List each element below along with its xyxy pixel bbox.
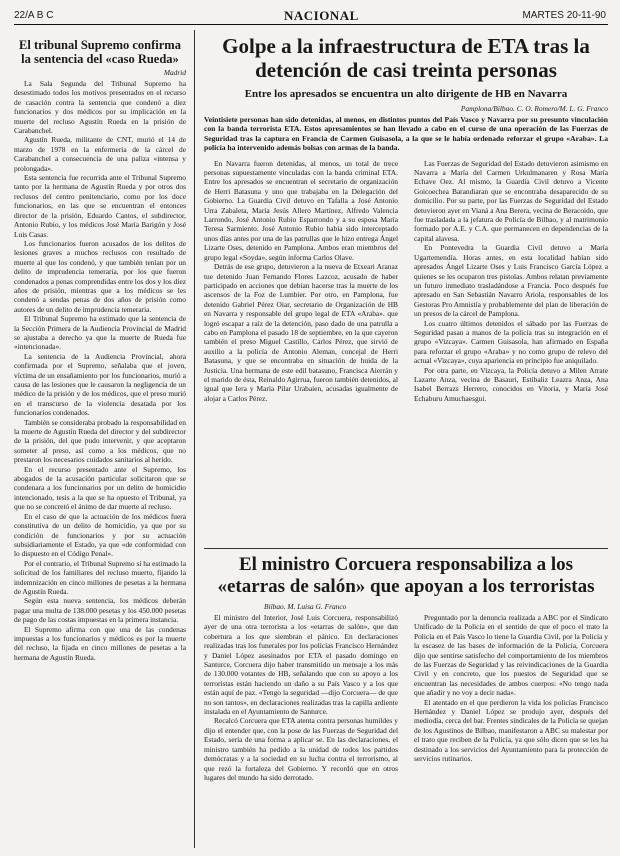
main-column-2 bbox=[414, 159, 608, 404]
main-article bbox=[204, 30, 608, 403]
paragraph: El ministro del Interior, José Luis Corcuera, responsabilizó ayer de una otra terrorista a los «etarras de salón», que dan cobertura a los que siembran el pánico. En declaraciones realizadas tras los funerales por los policías Francisco Hernández y Daniel López asesinados por ETA el pasado domingo en Santurce, Corcuera dijo haber transmitido un mensaje a los más de 130.000 votantes de HB, señalando que con su apoyo a los terroristas están haciendo un daño a su País Vasco y a los que están aquí de paz. «Tengo la seguridad —dijo Corcuera— de que no son tantos», en declaraciones realizadas tras la capilla ardiente instalada en el Ayuntamiento de Santurce. bbox=[204, 613, 398, 717]
page-header bbox=[14, 8, 608, 25]
second-column-1 bbox=[204, 613, 398, 782]
paragraph: Recalcó Corcuera que ETA atenta contra personas humildes y dijo el entender que, con la pose de las Fuerzas de Seguridad del Estado, sería de una forma a aplicar se. En las declaraciones, el ministro también ha pedido a la unidad de todos los partidos demócratas y a la sociedad en su lucha contra el terrorismo, al que rezó la fortaleza del Gobierno. Y recordó que en otros lugares del mundo ha sido derrotado. bbox=[204, 716, 398, 782]
paragraph: Esta sentencia fue recurrida ante el Tribunal Supremo tanto por la hermana de Agustín Rueda y por otros dos reclusos del centro penitenciario, como por los doce funcionarios, en las que se encuentran el entonces director de la prisión, Eduardo Cantos, el subdirector, Antonio Rubio, y los médicos José María Barigón y José Luis Casas. bbox=[14, 173, 186, 239]
paragraph: En Navarra fueron detenidas, al menos, un total de trece personas supuestamente vinculadas con la banda criminal ETA. Entre los apresados se encuentran el secretario de organización de Herri Batasuna y uno que trabajaba en la Delegación del Gobierno. La Guardia Civil detuvo en Tafalla a José Antonio Urra Zabaleta, María Jesús Allero Martínez, Alfredo Valencia Larrondo, José Antonio Rubio Esparrondo y a su esposa María Teresa Sarmiento. José Antonio Rubio había sido interceptado unos días antes por una de las patrullas que le hizo entrega Ángel Lizarte Oses, detenido en Pamplona. Ambos eran miembros del grupo legal «Soyda», según informa Carlos Olave. bbox=[204, 158, 398, 262]
main-columns bbox=[204, 159, 608, 404]
issue-date: MARTES 20-11-90 bbox=[522, 10, 606, 21]
paragraph: Las Fuerzas de Seguridad del Estado detuvieron asimismo en Navarra a María del Carmen Urkulmanaren y Rosa María Echave Oez. Al mismo, la Guardia Civil detuvo a Vicente Goicoechea Barandiaran que se encontraba desaparecido de su domicilio. Por su parte, por las Fuerzas de Seguridad del Estado detuvieron ayer en Vianá a Ana Berera, vecina de Beracoido, que fue trasladada a la jefatura de Policía de Bilbao, y al matrimonio formado por A.E. y C.A. que permanecen en dependencias de la capital alavesa. bbox=[414, 158, 608, 243]
main-byline: Pamplona/Bilbao. C. O. Romero/M. L. G. Franco bbox=[460, 104, 608, 113]
page-number: 22/A B C bbox=[14, 10, 54, 21]
paragraph: El Supremo afirma con que una de las condenas impuestas a los funcionarios y médicos es por la muerte del recluso, la fijada en cinco millones de pesetas a la hermana de Agustín Rueda. bbox=[14, 624, 186, 662]
paragraph: El Tribunal Supremo ha estimado que la sentencia de la Sección Primera de la Audiencia Provincial de Madrid se ajustaba a derecho ya que la muerte de Rueda fue «intencionada». bbox=[14, 314, 186, 352]
left-dateline: Madrid bbox=[163, 68, 186, 77]
paragraph: En el caso de que la actuación de los médicos fuera constitutiva de un delito de homicidio, ya que por su condición de funcionarios y por su actuación subsidiariamente el Estado, ya que «de conformidad con lo dispuesto en el Código Penal». bbox=[14, 511, 186, 559]
paragraph: El atentado en el que perdieron la vida los policías Francisco Hernández y Daniel López se produjo ayer, después del mediodía, cerca del bar. Frentes sindicales de la Policía se quejan de los Agustinos de Bilbao, manifestaron a ABC su malestar por el trato que reciben de la Policía, ya que sólo dicen que se les ha destinado a los servicios del Ayuntamiento para la protección de servicios rutinarios. bbox=[414, 697, 608, 764]
paragraph: Agustín Rueda, militante de CNT, murió el 14 de marzo de 1978 en la enfermería de la cárcel de Carabanchel a consecuencia de una paliza «intensa y prolongada». bbox=[14, 135, 186, 173]
paragraph: Detrás de ese grupo, detuvieron a la nueva de Etxeari Aranaz tue detenido Juan Fernando Flores Lazcoz, acusado de haber participado en acciones que debían hacerse tras la muerte de los ascensos de la Foz de Lumbier. Por otro, en Pamplona, fue detenido Gabriel Pérez Oiar, secretario de Organización de HB en Navarra y responsable del grupo legal de ETA «Araba». que logró escapar a raíz de la detención, paso dado de una patrulla a cabo en Pamplona el pasado 18 de septiembre, en la que cayeron también el preso Miguel Castillo, Carlos Pérez, que sirvió de auxilio a la policía de Antonio Aleman, concejal de Herri Batasuna, y que se encontraba en situación de huida de la Justicia. Una hermana de este edil batasuno, Francisca Aierrán y el marido de ésta, Reinaldo Agirrua, fueron también detenidos, al igual que Iera y María Pilar Urabaien, acusadas igualmente de alojar a Carlos Pérez. bbox=[204, 262, 398, 403]
section-title: NACIONAL bbox=[284, 8, 359, 23]
paragraph: La sentencia de la Audiencia Provincial, ahora confirmada por el Supremo, señalaba que el joven, víctima de un ensañamiento por los funcionarios, murió a causa de las lesiones que le causaron la negligencia de un médico de la prisión y de los médicos, que el preso murió en el transcurso de la violencia desatada por los funcionarios condenados. bbox=[14, 351, 186, 418]
newspaper-page bbox=[14, 8, 608, 848]
paragraph: En Pontevedra la Guardia Civil detuvo a María Ugartemendía. Horas antes, en esta localidad habían sido apresados Ángel Lizarte Oses y Luis Francisco García López a quienes se les ocuparon tres pistolas. Ambos relatan previamente un futuro inmediato trasladándose a Francia. Poco después fue apresado en San Sebastián Navarro Ariola, responsables de los Gestoras Pro Amnistía y probablemente del plan de liberación de un presos de la cárcel de Pamplona. bbox=[414, 243, 608, 319]
second-byline: Bilbao. M. Luisa G. Franco bbox=[264, 602, 347, 611]
paragraph: Por otra parte, en Vizcaya, la Policía detuvo a Milen Arrate Lazarte Anza, vecina de Basauri, Estibaliz Leazra Anza, Ana Isabel Berrazs Herrero, conocidos en Vitoria, y María José Echaburu Amuchaesgui. bbox=[414, 365, 608, 403]
second-article bbox=[204, 554, 608, 782]
column-divider bbox=[194, 30, 195, 848]
paragraph: En el recurso presentado ante el Supremo, los abogados de la acusación particular solicitaron que se condenara a los funcionarios por un delito de homicidio intencionado, tesis a la que se ha opuesto el Tribunal, ya que no se concretó el ánimo de dar muerte al recluso. bbox=[14, 464, 186, 512]
paragraph: También se consideraba probado la responsabilidad en la muerte de Agustín Rueda del director y del subdirector de la prisión, del que pudo intervenir, y que aceptaron someter al preso, así como a los médicos, que no prestaron los necesarios cuidados sanitarios al herido. bbox=[14, 417, 186, 465]
left-headline: El tribunal Supremo confirma la sentencia del «caso Rueda» bbox=[19, 38, 181, 66]
left-article bbox=[14, 30, 186, 848]
paragraph: Los funcionarios fueron acusados de los delitos de lesiones graves a muchos reclusos con resultado de muerte al que los condenó, y que también tenían por un delito de imprudencia temeraria, por los que fueron condenados a penas comprendidas entre los dos y los diez años de prisión, mientras que a los médicos se les condenó a sendas penas de dos años de prisión como autores de un delito de imprudencia temeraria. bbox=[14, 238, 186, 314]
main-lead: Veintisiete personas han sido detenidas, al menos, en distintos puntos del País Vasco y Navarra por su presunto vinculación con la banda terrorista ETA. Estos apresamientos se han llevado a cabo en el curso de una operación de las Fuerzas de Seguridad tras la captura en Francia de Carmen Guisasola, a la que se le había ordenado reforzar el grupo «Araba». La policía ha intervenido además bolsas con armas de la banda. bbox=[204, 115, 608, 153]
paragraph: Preguntado por la denuncia realizada a ABC por el Sindicato Unificado de la Policía en el sentido de que el poco el trato la Policía en el País Vasco lo tiene la Guardia Civil, por la Policía y la escasez de las bases de información de la Policía, Corcuera dijo que sentirse satisfecho del comportamiento de los miembros de las Fuerzas de Seguridad y las reivindicaciones de la Guardia Civil y en concreto, que los puestos de Seguridad que se encuentran las necesidades de ambos cuerpos: «No tengo nada que añadir y no voy a decir nada». bbox=[414, 613, 608, 698]
second-column-2 bbox=[414, 613, 608, 782]
paragraph: Según esta nueva sentencia, los médicos deberán pagar una multa de 138.000 pesetas y los 450.000 pesetas de pago de las costas impuestas en la primera instancia. bbox=[14, 596, 186, 625]
paragraph: Por el contrario, el Tribunal Supremo sí ha estimado la solicitud de los familiares del recluso muerto, fijando la indemnización en cinco millones de pesetas a la hermana de Agustín Rueda. bbox=[14, 558, 186, 596]
second-headline: El ministro Corcuera responsabiliza a los «etarras de salón» que apoyan a los terroristas bbox=[217, 554, 595, 597]
main-headline: Golpe a la infraestructura de ETA tras la detención de casi treinta personas bbox=[222, 34, 590, 82]
left-body bbox=[14, 79, 186, 662]
main-subheadline: Entre los apresados se encuentra un alto dirigente de HB en Navarra bbox=[244, 88, 568, 100]
article-divider bbox=[204, 548, 608, 549]
main-column-1 bbox=[204, 159, 398, 404]
paragraph: La Sala Segunda del Tribunal Supremo ha desestimado todos los motivos presentados en el recurso de casación contra la sentencia que condenó a diez funcionarios y dos médicos por su implicación en la muerte del recluso Agustín Rueda en la prisión de Carabanchel. bbox=[14, 79, 186, 136]
paragraph: Los cuatro últimos detenidos el sábado por las Fuerzas de Seguridad pasan a manos de la policía tras su integración en el grupo «Vizcaya». Carmen Guisasola, han afirmado en España para reforzar el grupo «Araba» y no como grupo de relevo del actual «Vizcaya», cuya apariencia en principio fue aniquilado. bbox=[414, 318, 608, 366]
second-columns bbox=[204, 613, 608, 782]
